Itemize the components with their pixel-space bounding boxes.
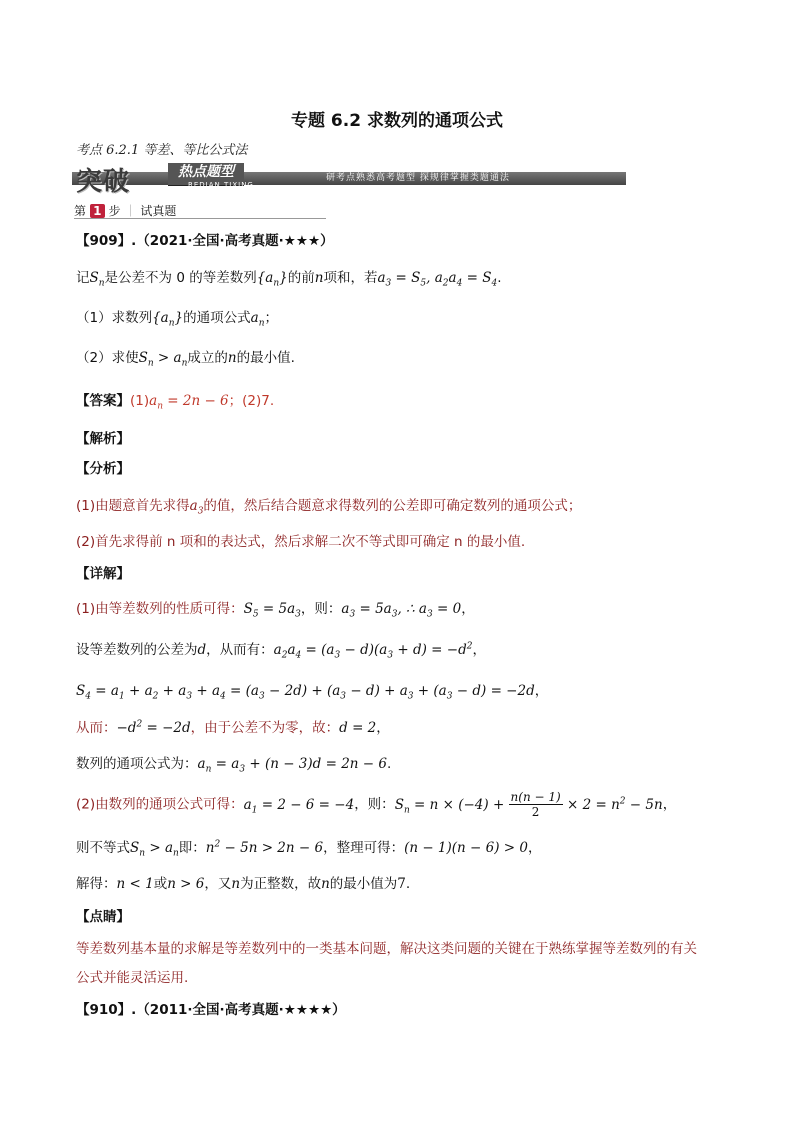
detail-line-2: 设等差数列的公差为d，从而有：$a_2a_4 = (a_3 - d)(a_3 + d) = -d^2$，	[76, 641, 486, 661]
question-909-part1: （1）求数列$\{a_n\}$的通项公式$a_n$；	[76, 310, 278, 329]
step-suffix: 步	[108, 204, 121, 218]
question-909-part2: （2）求使$S_n > a_n$成立的n的最小值.	[76, 350, 295, 369]
detail-line-1: (1)由等差数列的性质可得：$S_5 = 5a_3$，则：$a_3 = 5a_3$, ∴ $a_3 = 0$，	[76, 601, 475, 620]
dianjing-line-1: 等差数列基本量的求解是等差数列中的一类基本问题，解决这类问题的关键在于熟练掌握等差数列的有关	[76, 941, 697, 957]
fenxi-line-2: (2)首先求得前 n 项和的表达式，然后求解二次不等式即可确定 n 的最小值.	[76, 534, 526, 550]
banner	[72, 163, 626, 197]
question-910-header: 【910】.（2011·全国·高考真题·★★★★）	[76, 1002, 346, 1018]
dianjing-line-2: 公式并能灵活运用.	[76, 970, 189, 986]
section-heading: 考点 6.2.1 等差、等比公式法	[76, 143, 248, 158]
step-divider: ｜	[124, 204, 137, 218]
detail-line-5: 数列的通项公式为：$a_n = a_3 + (n - 3)d = 2n - 6$.	[76, 756, 392, 775]
step-number: 1	[90, 204, 105, 218]
fenxi-line-1: (1)由题意首先求得$a_3$的值，然后结合题意求得数列的公差即可确定数列的通项公式；	[76, 498, 582, 517]
answer-line: 【答案】$(1)a_n = 2n - 6$；(2)7.	[76, 393, 275, 412]
banner-tagline: 研考点熟悉高考题型 探规律掌握类题通法	[326, 173, 510, 183]
page-title: 专题 6.2 求数列的通项公式	[291, 111, 503, 131]
fenxi-heading: 【分析】	[76, 461, 130, 477]
banner-pinyin: REDIAN TIXING	[188, 181, 254, 189]
question-909-stem: 记$S_n$是公差不为 0 的等差数列$\{a_n\}$的前n项和，若$a_3 = S_5$, $a_2a_4 = S_4$.	[76, 270, 502, 289]
banner-subtitle: 热点题型	[168, 163, 244, 186]
detail-line-3: $S_4 = a_1 + a_2 + a_3 + a_4 = (a_3 - 2d) + (a_3 - d) + a_3 + (a_3 - d) = -2d$，	[76, 683, 549, 702]
dianjing-heading: 【点睛】	[76, 909, 130, 925]
detail-line-8: 解得：n < 1或n > 6，又n为正整数，故n的最小值为7.	[76, 876, 411, 892]
detail-line-7: 则不等式$S_n > a_n$即：$n^2 - 5n > 2n - 6$，整理可得：(n − 1)(n − 6) > 0，	[76, 839, 542, 859]
step-prefix: 第	[74, 204, 87, 218]
detail-heading: 【详解】	[76, 566, 130, 582]
question-909-header: 【909】.（2021·全国·高考真题·★★★）	[76, 233, 334, 249]
detail-line-4: 从而：$-d^2 = -2d$，由于公差不为零，故：d = 2，	[76, 719, 390, 736]
banner-title: 突破	[76, 167, 131, 197]
analysis-heading: 【解析】	[76, 431, 130, 447]
step-label	[74, 202, 326, 219]
detail-line-6: (2)由数列的通项公式可得：$a_1 = 2 - 6 = -4$，则：$S_n = n \times (-4)$ + $\frac{n(n - 1)}{2}$ × $2 = n^2 - 5n$，	[76, 790, 677, 819]
step-title: 试真题	[140, 204, 177, 218]
